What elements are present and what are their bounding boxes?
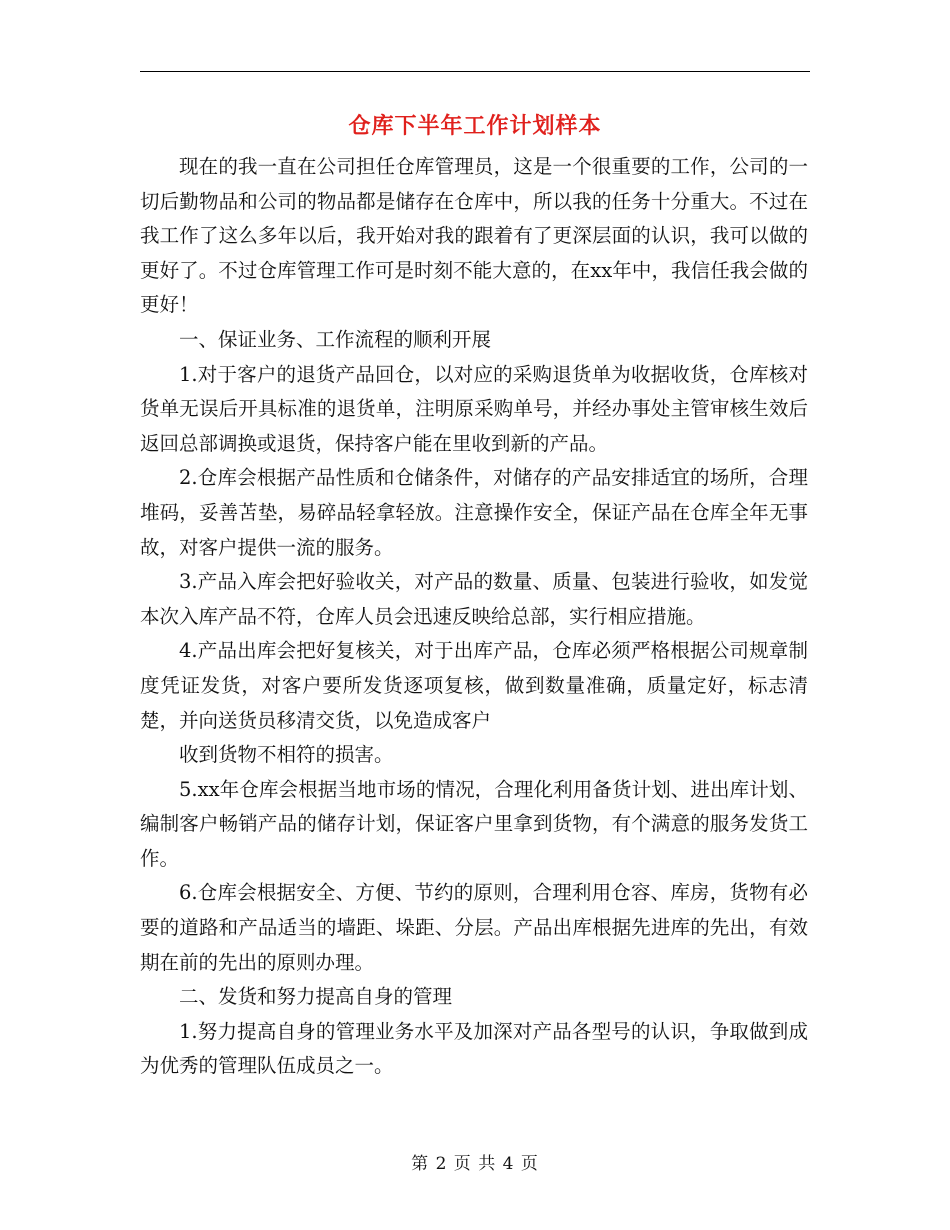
paragraph-item-2-1: 1.努力提高自身的管理业务水平及加深对产品各型号的认识，争取做到成为优秀的管理队伍成员之一。	[140, 1019, 808, 1078]
paragraph-intro: 现在的我一直在公司担任仓库管理员，这是一个很重要的工作，公司的一切后勤物品和公司的物品都是储存在仓库中，所以我的任务十分重大。不过在我工作了这么多年以后，我开始对我的跟着有了更深层面的认识，我可以做的更好了。不过仓库管理工作可是时刻不能大意的，在xx年中，我信任我会做的更好！	[140, 155, 808, 317]
paragraph-item-1-5: 5.xx年仓库会根据当地市场的情况，合理化利用备货计划、进出库计划、编制客户畅销产品的储存计划，保证客户里拿到货物，有个满意的服务发货工作。	[140, 777, 808, 870]
document-body	[140, 150, 808, 1084]
paragraph-item-1-4: 4.产品出库会把好复核关，对于出库产品，仓库必须严格根据公司规章制度凭证发货，对客户要所发货逐项复核，做到数量准确，质量定好，标志清楚，并向送货员移清交货，以免造成客户	[140, 639, 808, 732]
paragraph-item-1-1: 1.对于客户的退货产品回仓，以对应的采购退货单为收据收货，仓库核对货单无误后开具标准的退货单，注明原采购单号，并经办事处主管审核生效后返回总部调换或退货，保持客户能在里收到新的产品。	[140, 362, 808, 455]
section-heading-2: 二、发货和努力提高自身的管理	[179, 985, 453, 1009]
paragraph-item-1-6: 6.仓库会根据安全、方便、节约的原则，合理利用仓容、库房，货物有必要的道路和产品适当的墙距、垛距、分层。产品出库根据先进库的先出，有效期在前的先出的原则办理。	[140, 881, 808, 974]
page-number: 第 2 页 共 4 页	[411, 1154, 539, 1174]
paragraph-item-1-3: 3.产品入库会把好验收关，对产品的数量、质量、包装进行验收，如发觉本次入库产品不符，仓库人员会迅速反映给总部，实行相应措施。	[140, 570, 808, 628]
header-rule	[140, 71, 810, 72]
paragraph-item-1-2: 2.仓库会根据产品性质和仓储条件，对储存的产品安排适宜的场所，合理堆码，妥善苫垫，易碎品轻拿轻放。注意操作安全，保证产品在仓库全年无事故，对客户提供一流的服务。	[140, 466, 808, 559]
document-title: 仓库下半年工作计划样本	[348, 113, 602, 139]
section-heading-1: 一、保证业务、工作流程的顺利开展	[179, 327, 492, 351]
paragraph-item-1-4-continued: 收到货物不相符的损害。	[179, 743, 394, 767]
